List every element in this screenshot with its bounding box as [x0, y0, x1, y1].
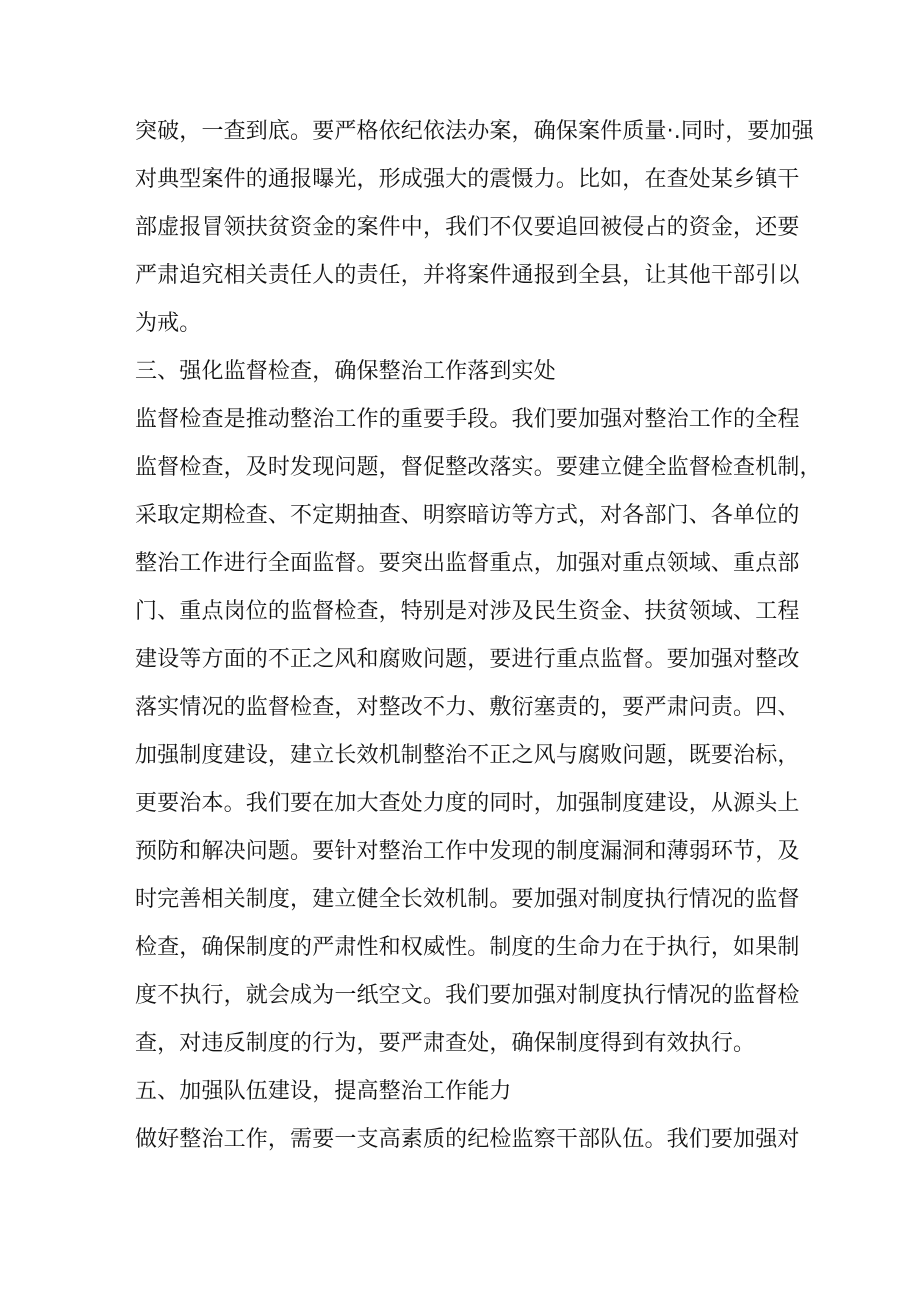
body-text-line: 时完善相关制度，建立健全长效机制。要加强对制度执行情况的监督	[135, 887, 800, 912]
body-text-line: 加强制度建设，建立长效机制整治不正之风与腐败问题，既要治标，	[135, 743, 800, 768]
body-text-line: 门、重点岗位的监督检查，特别是对涉及民生资金、扶贫领域、工程	[135, 599, 800, 624]
body-text-line: 更要治本。我们要在加大查处力度的同时，加强制度建设，从源头上	[135, 791, 800, 816]
body-text-line: 预防和解决问题。要针对整治工作中发现的制度漏洞和薄弱环节，及	[135, 839, 800, 864]
body-text-line: 度不执行，就会成为一纸空文。我们要加强对制度执行情况的监督检	[135, 983, 800, 1008]
body-text-line: 整治工作进行全面监督。要突出监督重点，加强对重点领域、重点部	[135, 551, 800, 576]
section-heading: 三、强化监督检查，确保整治工作落到实处	[135, 359, 556, 384]
body-text-line: 对典型案件的通报曝光，形成强大的震慑力。比如，在查处某乡镇干	[135, 167, 800, 192]
body-text-line: 部虚报冒领扶贫资金的案件中，我们不仅要追回被侵占的资金，还要	[135, 215, 800, 240]
body-text-line: 查，对违反制度的行为，要严肃查处，确保制度得到有效执行。	[135, 1031, 756, 1056]
section-heading: 五、加强队伍建设，提高整治工作能力	[135, 1079, 512, 1104]
body-text-line: 突破，一查到底。要严格依纪依法办案，确保案件质量·.同时，要加强	[135, 119, 814, 144]
body-text-line: 落实情况的监督检查，对整改不力、敷衍塞责的，要严肃问责。四、	[135, 695, 800, 720]
body-text-line: 严肃追究相关责任人的责任，并将案件通报到全县，让其他干部引以	[135, 263, 800, 288]
body-text-line: 监督检查，及时发现问题，督促整改落实。要建立健全监督检查机制，	[135, 455, 822, 480]
body-text-line: 做好整治工作，需要一支高素质的纪检监察干部队伍。我们要加强对	[135, 1127, 800, 1152]
body-text-line: 为戒。	[135, 311, 202, 336]
body-text-line: 监督检查是推动整治工作的重要手段。我们要加强对整治工作的全程	[135, 407, 800, 432]
body-text-line: 建设等方面的不正之风和腐败问题，要进行重点监督。要加强对整改	[135, 647, 800, 672]
body-text-line: 检查，确保制度的严肃性和权威性。制度的生命力在于执行，如果制	[135, 935, 800, 960]
body-text-line: 采取定期检查、不定期抽查、明察暗访等方式，对各部门、各单位的	[135, 503, 800, 528]
